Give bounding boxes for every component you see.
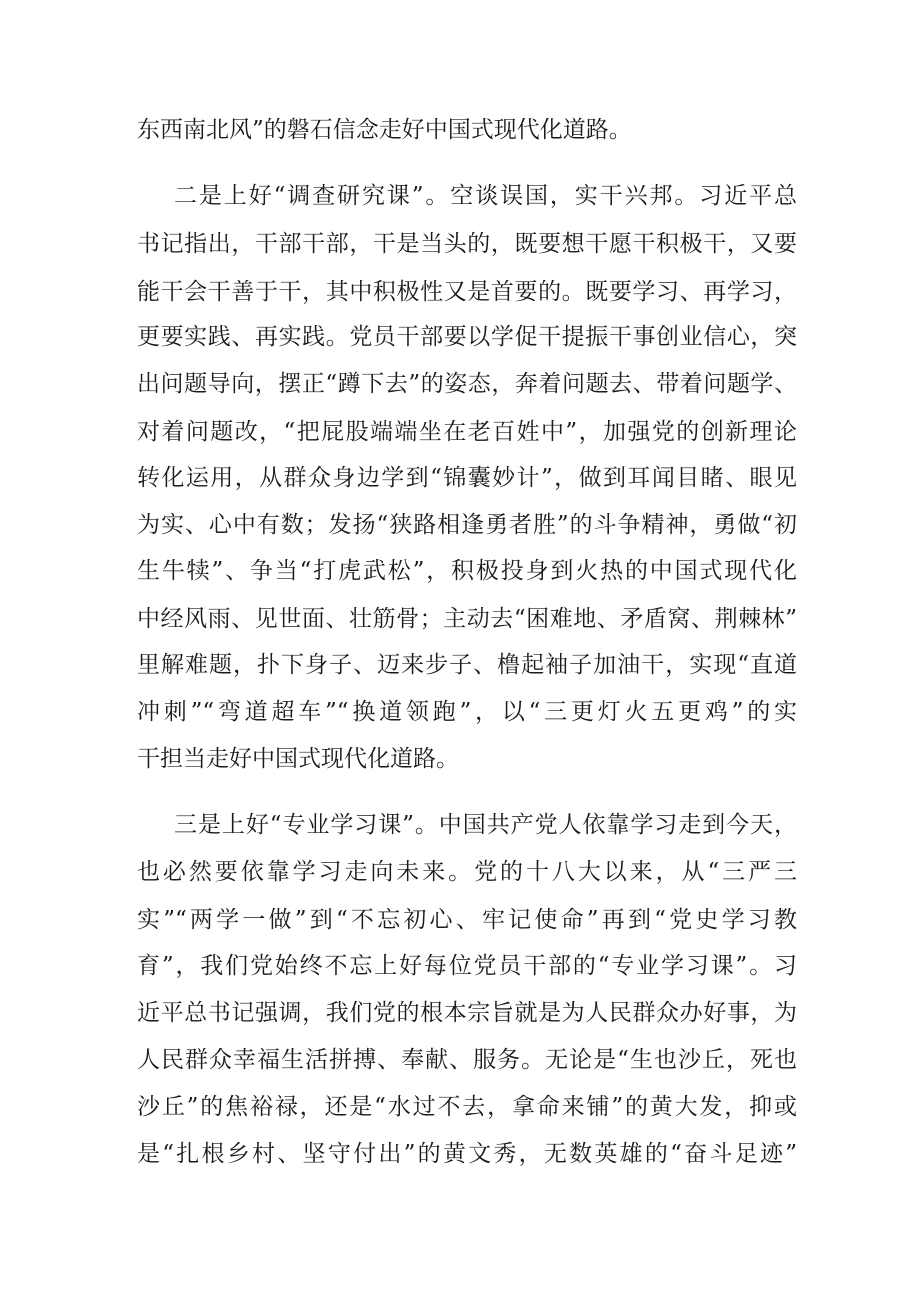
text-line: 为实、心中有数；发扬“狭路相逢勇者胜”的斗争精神，勇做“初 bbox=[137, 512, 797, 538]
text-line: 里解难题，扑下身子、迈来步子、橹起袖子加油干，实现“直道 bbox=[137, 652, 797, 678]
text-line: 三是上好“专业学习课”。中国共产党人依靠学习走到今天， bbox=[174, 812, 797, 838]
text-line: 转化运用，从群众身边学到“锦囊妙计”，做到耳闻目睹、眼见 bbox=[137, 465, 797, 491]
text-line: 能干会干善于干，其中积极性又是首要的。既要学习、再学习， bbox=[137, 279, 797, 305]
text-line: 对着问题改，“把屁股端端坐在老百姓中”，加强党的创新理论 bbox=[137, 419, 797, 445]
text-line: 冲刺”“弯道超车”“换道领跑”，以“三更灯火五更鸡”的实 bbox=[137, 699, 797, 725]
text-line: 人民群众幸福生活拼搏、奉献、服务。无论是“生也沙丘，死也 bbox=[137, 1047, 797, 1073]
text-line: 育”，我们党始终不忘上好每位党员干部的“专业学习课”。习 bbox=[137, 953, 797, 979]
text-line: 生牛犊”、争当“打虎武松”，积极投身到火热的中国式现代化 bbox=[137, 558, 797, 584]
text-line: 出问题导向，摆正“蹲下去”的姿态，奔着问题去、带着问题学、 bbox=[137, 371, 797, 397]
text-line: 近平总书记强调，我们党的根本宗旨就是为人民群众办好事，为 bbox=[137, 1000, 797, 1026]
text-line: 也必然要依靠学习走向未来。党的十八大以来，从“三严三 bbox=[137, 859, 797, 885]
text-line: 干担当走好中国式现代化道路。 bbox=[137, 746, 459, 772]
text-line: 书记指出，干部干部，干是当头的，既要想干愿干积极干，又要 bbox=[137, 231, 797, 257]
text-line: 东西南北风”的磐石信念走好中国式现代化道路。 bbox=[137, 117, 632, 143]
text-line: 沙丘”的焦裕禄，还是“水过不去，拿命来铺”的黄大发，抑或 bbox=[137, 1094, 797, 1120]
text-line: 实”“两学一做”到“不忘初心、牢记使命”再到“党史学习教 bbox=[137, 907, 797, 933]
text-line: 中经风雨、见世面、壮筋骨；主动去“困难地、矛盾窝、荆棘林” bbox=[137, 606, 797, 632]
text-line: 是“扎根乡村、坚守付出”的黄文秀，无数英雄的“奋斗足迹” bbox=[137, 1141, 797, 1167]
text-line: 更要实践、再实践。党员干部要以学促干提振干事创业信心，突 bbox=[137, 324, 797, 350]
text-line: 二是上好“调查研究课”。空谈误国，实干兴邦。习近平总 bbox=[174, 183, 797, 209]
